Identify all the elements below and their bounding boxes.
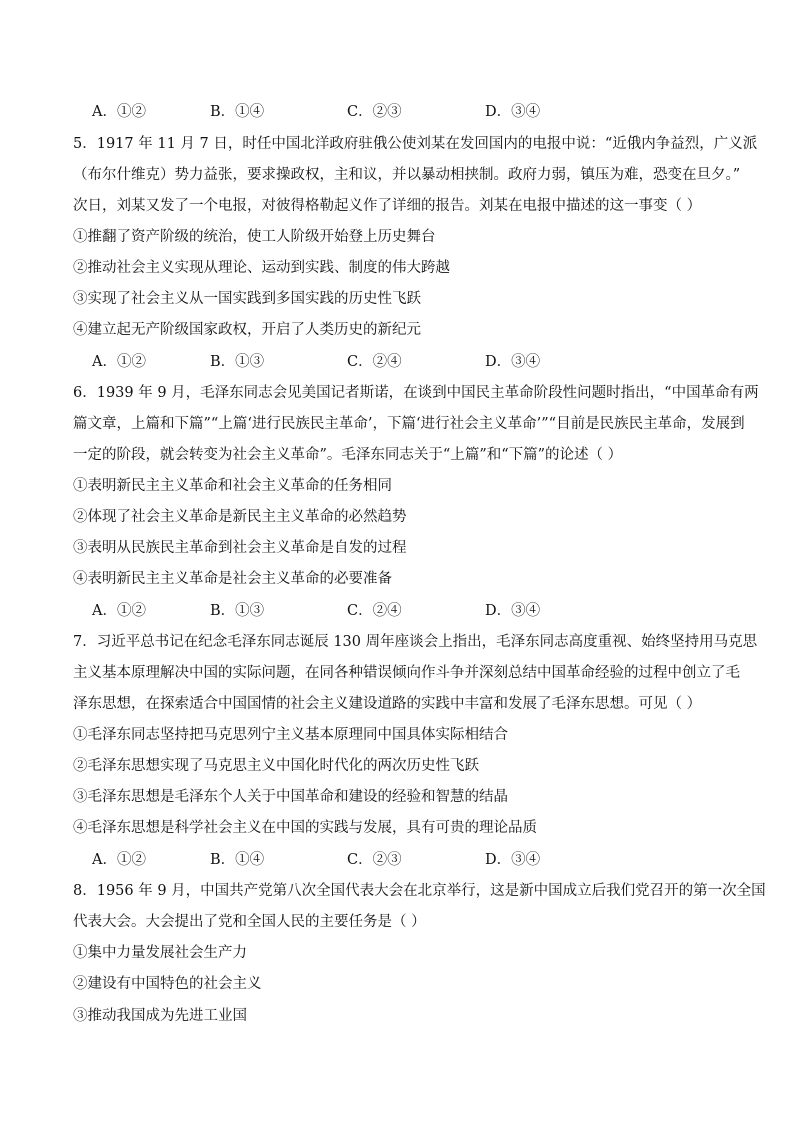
q7-item-3: ③毛泽东思想是毛泽东个人关于中国革命和建设的经验和智慧的结晶 <box>73 789 508 805</box>
q7-stem-line-3: 泽东思想，在探索适合中国国情的社会主义建设道路的实践中丰富和发展了毛泽东思想。可见（ ） <box>73 696 702 712</box>
q7-option-c[interactable]: C．②③ <box>347 852 402 868</box>
q6-option-c[interactable]: C．②④ <box>347 603 402 619</box>
q6-item-2: ②体现了社会主义革命是新民主主义革命的必然趋势 <box>73 509 407 525</box>
q5-stem-line-2: （布尔什维克）势力益张，要求操政权，主和议，并以暴动相挟制。政府力弱，镇压为难，恐变在旦夕。” <box>73 167 741 183</box>
q5-option-c[interactable]: C．②④ <box>347 354 402 370</box>
q5-option-d[interactable]: D．③④ <box>485 354 541 370</box>
q7-item-2: ②毛泽东思想实现了马克思主义中国化时代化的两次历史性飞跃 <box>73 758 479 774</box>
q4-option-d[interactable]: D．③④ <box>485 104 541 120</box>
q7-item-1: ①毛泽东同志坚持把马克思列宁主义基本原理同中国具体实际相结合 <box>73 727 508 743</box>
q5-stem-line-3: 次日，刘某又发了一个电报，对彼得格勒起义作了详细的报告。刘某在电报中描述的这一事变（ ） <box>73 198 702 214</box>
q6-item-1: ①表明新民主主义革命和社会主义革命的任务相同 <box>73 478 392 494</box>
q5-item-3: ③实现了社会主义从一国实践到多国实践的历史性飞跃 <box>73 291 421 307</box>
q6-option-d[interactable]: D．③④ <box>485 603 541 619</box>
q4-option-b[interactable]: B．①④ <box>210 104 265 120</box>
q4-option-a[interactable]: A．①② <box>92 104 146 120</box>
q4-option-c[interactable]: C．②③ <box>347 104 402 120</box>
q8-stem-line-2: 代表大会。大会提出了党和全国人民的主要任务是（ ） <box>73 914 426 930</box>
q8-item-3: ③推动我国成为先进工业国 <box>73 1008 247 1024</box>
q6-options <box>92 601 732 621</box>
q6-item-4: ④表明新民主主义革命是社会主义革命的必要准备 <box>73 571 392 587</box>
q6-option-b[interactable]: B．①③ <box>210 603 265 619</box>
q6-stem-line-2: 篇文章，上篇和下篇”“上篇‘进行民族民主革命’，下篇‘进行社会主义革命’”“目前是民族民主革命，发展到 <box>73 416 745 432</box>
q6-item-3: ③表明从民族民主革命到社会主义革命是自发的过程 <box>73 540 407 556</box>
q7-stem-line-2: 主义基本原理解决中国的实际问题，在同各种错误倾向作斗争并深刻总结中国革命经验的过程中创立了毛 <box>73 665 740 681</box>
q5-option-a[interactable]: A．①② <box>92 354 146 370</box>
q6-stem-line-3: 一定的阶段，就会转变为社会主义革命”。毛泽东同志关于“上篇”和“下篇”的论述（ ） <box>73 447 623 463</box>
q5-item-1: ①推翻了资产阶级的统治，使工人阶级开始登上历史舞台 <box>73 229 436 245</box>
q7-options <box>92 850 732 870</box>
q5-item-4: ④建立起无产阶级国家政权，开启了人类历史的新纪元 <box>73 322 421 338</box>
q4-options <box>92 102 732 122</box>
q6-option-a[interactable]: A．①② <box>92 603 146 619</box>
q7-option-d[interactable]: D．③④ <box>485 852 541 868</box>
q8-item-2: ②建设有中国特色的社会主义 <box>73 976 262 992</box>
q5-options <box>92 352 732 372</box>
q5-item-2: ②推动社会主义实现从理论、运动到实践、制度的伟大跨越 <box>73 260 450 276</box>
q8-item-1: ①集中力量发展社会生产力 <box>73 945 247 961</box>
q5-option-b[interactable]: B．①③ <box>210 354 265 370</box>
q7-option-a[interactable]: A．①② <box>92 852 146 868</box>
q5-stem-line-1: 5．1917 年 11 月 7 日，时任中国北洋政府驻俄公使刘某在发回国内的电报中说：“近俄内争益烈，广义派 <box>73 136 758 152</box>
q8-stem-line-1: 8．1956 年 9 月，中国共产党第八次全国代表大会在北京举行，这是新中国成立后我们党召开的第一次全国 <box>73 883 766 899</box>
q7-option-b[interactable]: B．①④ <box>210 852 265 868</box>
q7-stem-line-1: 7．习近平总书记在纪念毛泽东同志诞辰 130 周年座谈会上指出，毛泽东同志高度重视、始终坚持用马克思 <box>73 634 758 650</box>
q7-item-4: ④毛泽东思想是科学社会主义在中国的实践与发展，具有可贵的理论品质 <box>73 820 537 836</box>
q6-stem-line-1: 6．1939 年 9 月，毛泽东同志会见美国记者斯诺，在谈到中国民主革命阶段性问题时指出，“中国革命有两 <box>73 385 759 401</box>
